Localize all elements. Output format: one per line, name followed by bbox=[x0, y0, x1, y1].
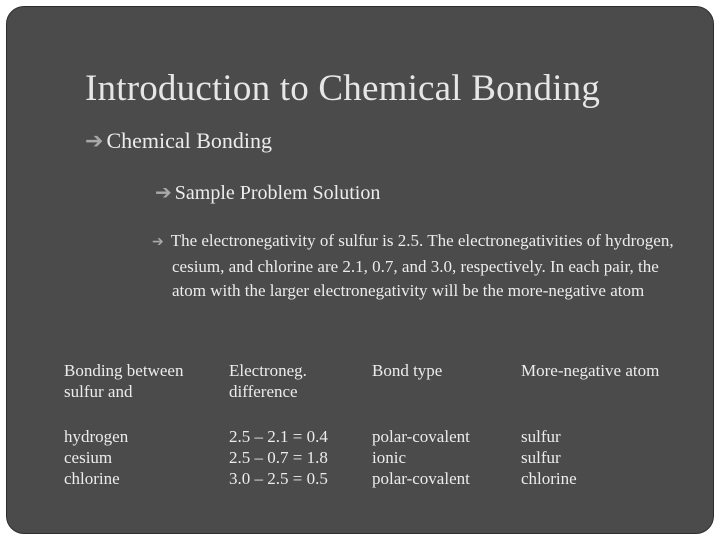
arrow-bullet-icon: ➔ bbox=[85, 128, 104, 153]
bullet-level3-text: The electronegativity of sulfur is 2.5. The electronegativities of hydrogen, cesium, and chlorine are 2.1, 0.7, and 3.0, respectively. In each pair, the atom with the larger electronegativity will be the more-negative atom bbox=[170, 231, 674, 300]
header-bonding-between: Bonding between sulfur and bbox=[64, 361, 184, 401]
arrow-bullet-icon: ➔ bbox=[152, 235, 164, 250]
bonding-table bbox=[58, 360, 711, 489]
arrow-bullet-icon: ➔ bbox=[155, 182, 172, 204]
header-electroneg-difference: Electroneg. difference bbox=[229, 361, 307, 401]
column-negative-atoms: sulfur sulfur chlorine bbox=[521, 427, 577, 488]
slide-title: Introduction to Chemical Bonding bbox=[85, 68, 601, 109]
header-more-negative-atom: More-negative atom bbox=[521, 361, 660, 380]
bullet-level3 bbox=[152, 229, 692, 303]
bullet-level2 bbox=[155, 180, 380, 205]
header-bond-type: Bond type bbox=[372, 361, 443, 380]
bullet-level2-text: Sample Problem Solution bbox=[174, 182, 381, 204]
bullet-level1 bbox=[85, 128, 272, 154]
column-bond-types: polar-covalent ionic polar-covalent bbox=[372, 427, 470, 488]
column-differences: 2.5 – 2.1 = 0.4 2.5 – 0.7 = 1.8 3.0 – 2.5 = 0.5 bbox=[229, 427, 328, 488]
table-body-row bbox=[58, 426, 711, 489]
table-header-row bbox=[58, 360, 711, 426]
bullet-level1-text: Chemical Bonding bbox=[106, 128, 273, 153]
column-elements: hydrogen cesium chlorine bbox=[64, 427, 129, 488]
